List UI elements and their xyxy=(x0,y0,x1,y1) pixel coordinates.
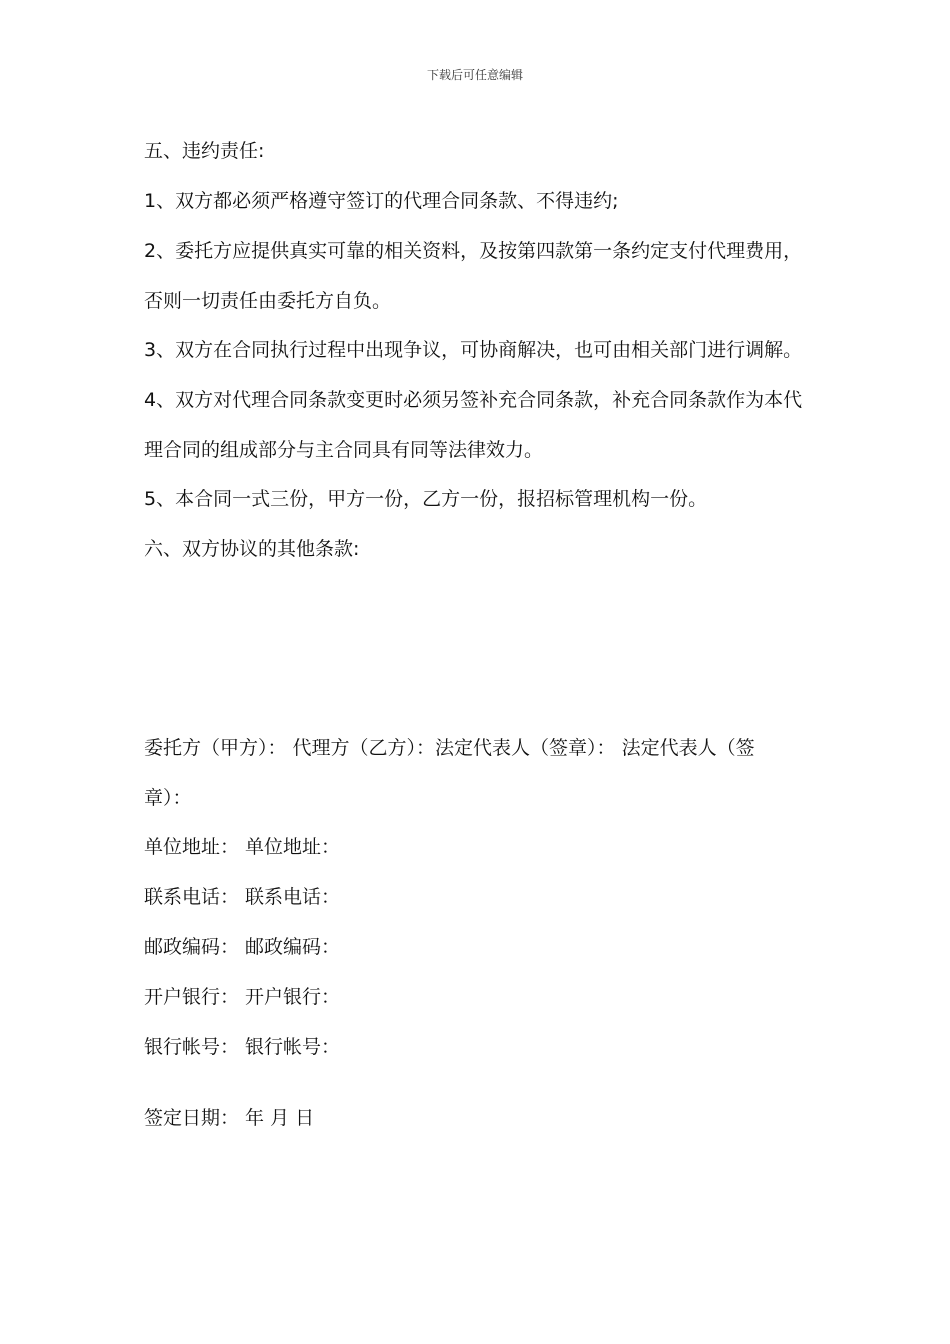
page-header: 下载后可任意编辑 xyxy=(426,68,523,82)
clause-3: 3、双方在合同执行过程中出现争议，可协商解决，也可由相关部门进行调解。 xyxy=(144,339,803,361)
phone-field: 联系电话： 联系电话： xyxy=(144,886,341,908)
signature-parties-line-2: 章）： xyxy=(144,787,192,809)
signing-date-field: 签定日期： 年 月 日 xyxy=(144,1107,315,1129)
clause-2-line-2: 否则一切责任由委托方自负。 xyxy=(144,290,392,312)
section-5-heading: 五、违约责任: xyxy=(144,140,265,162)
bank-field: 开户银行： 开户银行： xyxy=(144,986,341,1008)
clause-2-line-1: 2、委托方应提供真实可靠的相关资料，及按第四款第一条约定支付代理费用， xyxy=(144,240,803,262)
clause-4-line-1: 4、双方对代理合同条款变更时必须另签补充合同条款，补充合同条款作为本代 xyxy=(144,389,803,411)
clause-4-line-2: 理合同的组成部分与主合同具有同等法律效力。 xyxy=(144,439,544,461)
clause-1: 1、双方都必须严格遵守签订的代理合同条款、不得违约; xyxy=(144,190,619,212)
signature-parties-line-1: 委托方（甲方）： 代理方（乙方）：法定代表人（签章）： 法定代表人（签 xyxy=(144,737,755,759)
address-field: 单位地址： 单位地址： xyxy=(144,836,341,858)
clause-5: 5、本合同一式三份，甲方一份，乙方一份，报招标管理机构一份。 xyxy=(144,488,708,510)
section-6-heading: 六、双方协议的其他条款: xyxy=(144,538,360,560)
postcode-field: 邮政编码： 邮政编码： xyxy=(144,936,341,958)
account-field: 银行帐号： 银行帐号： xyxy=(144,1036,341,1058)
